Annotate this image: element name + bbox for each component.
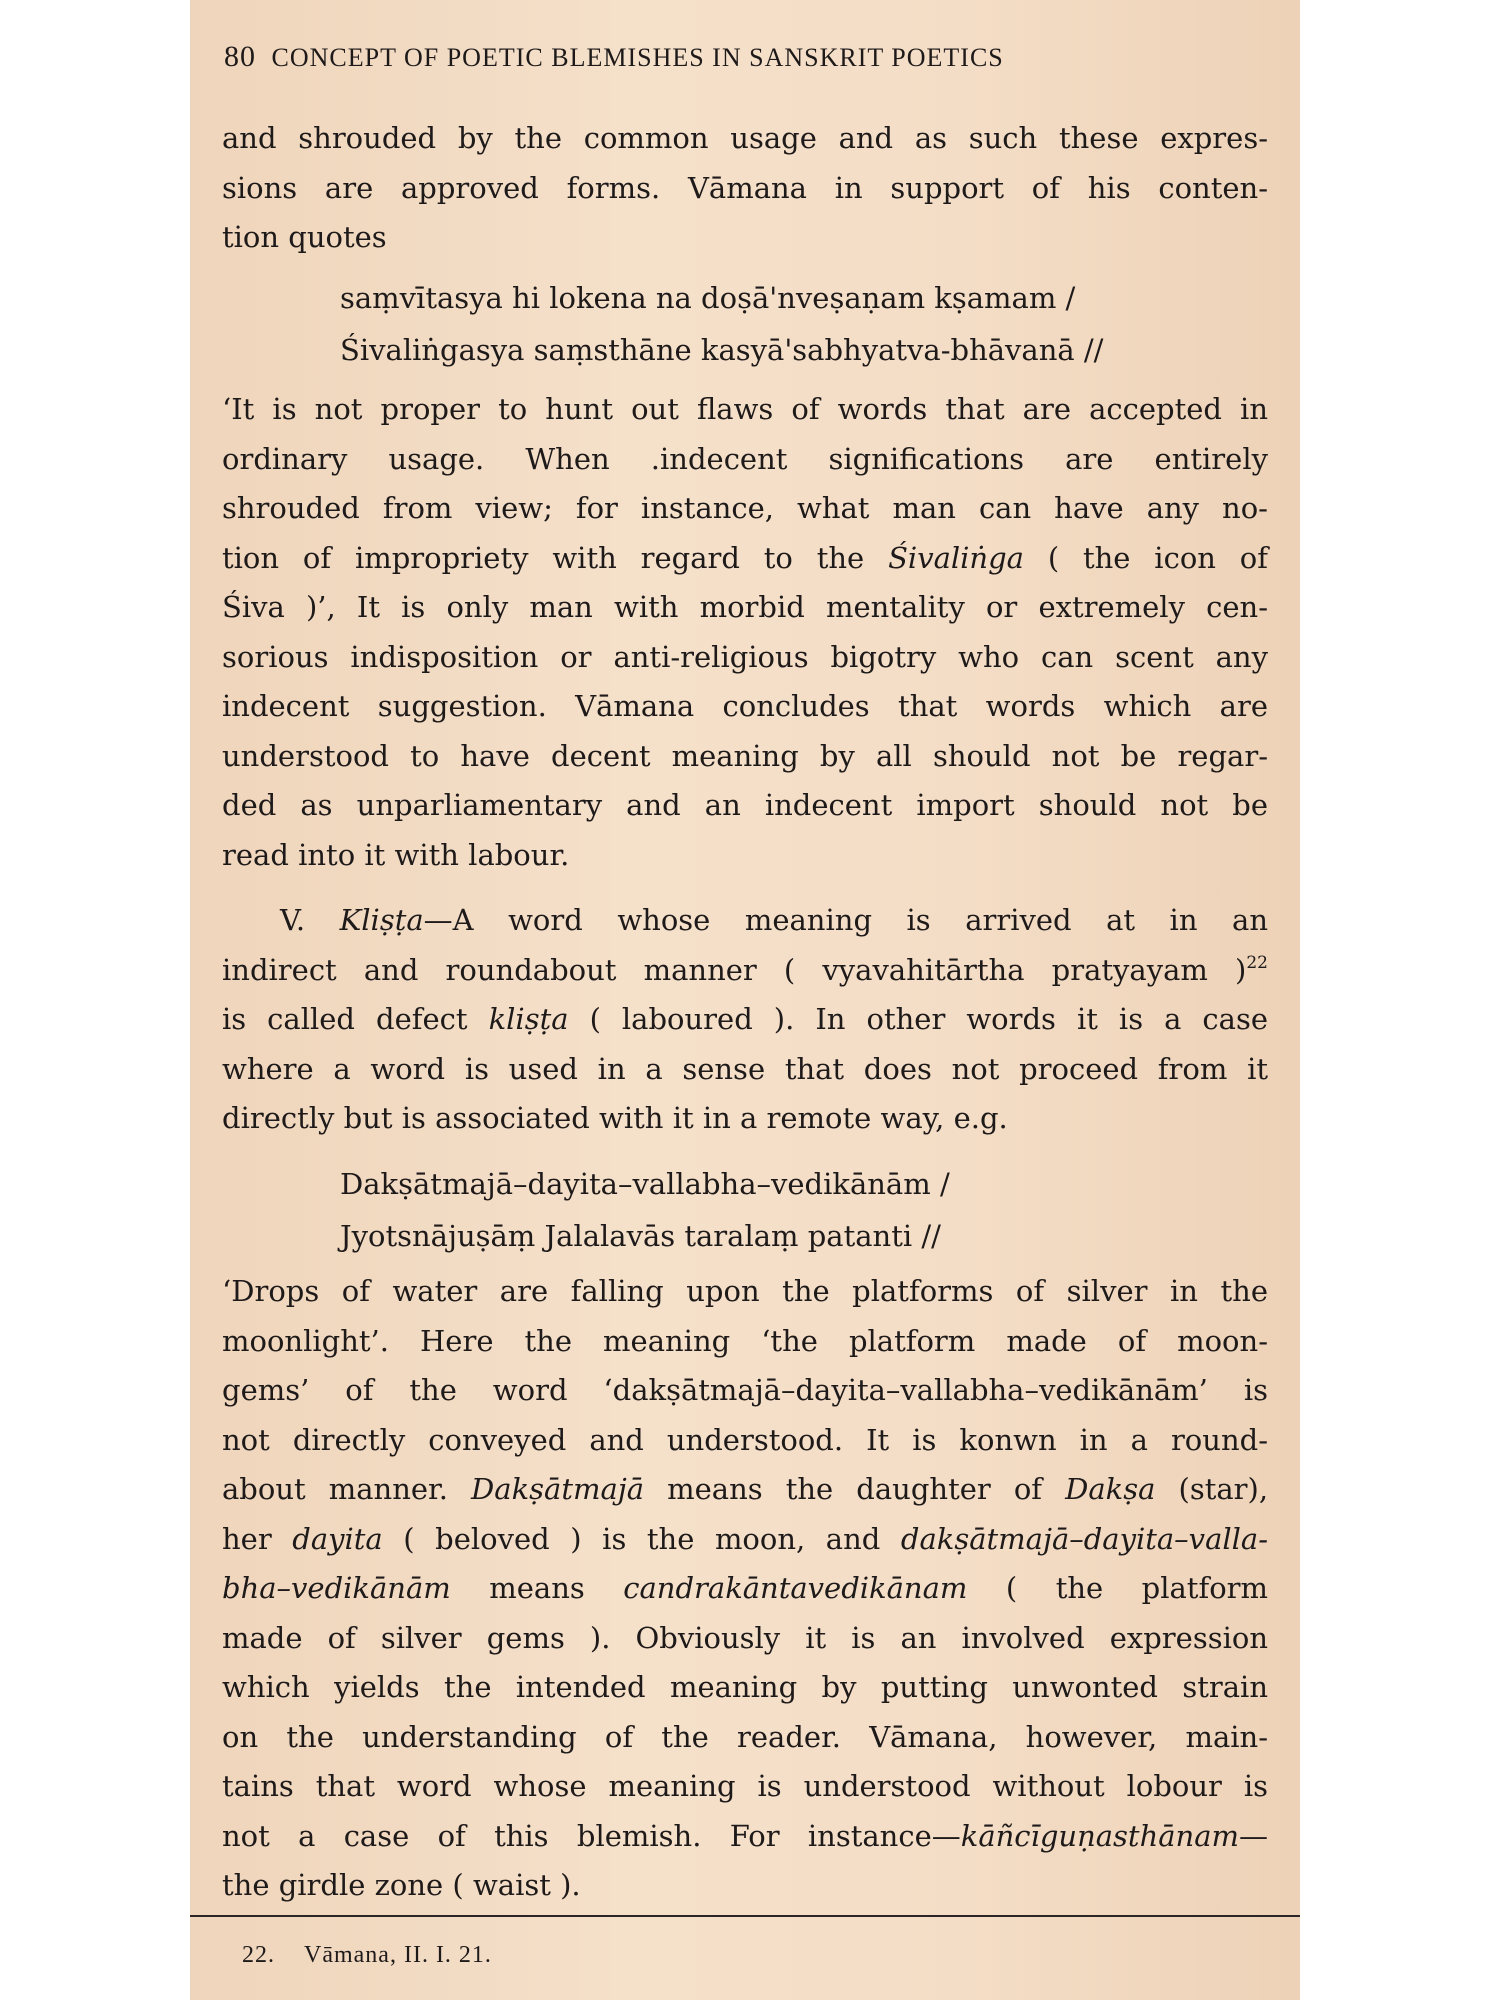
paragraph-explanation [222, 1267, 1268, 1911]
text-line: ordinary usage. When .indecent significations are entirely [222, 441, 1268, 476]
text-line: ‘Drops of water are falling upon the platforms of silver in the [222, 1274, 1268, 1308]
text-line: read into it with labour. [222, 837, 570, 872]
text-line: which yields the intended meaning by putting unwonted strain [222, 1670, 1268, 1704]
text-line: ‘It is not proper to hunt out flaws of words that are accepted in [222, 392, 1268, 426]
running-header [224, 40, 1004, 74]
text-line: indecent suggestion. Vāmana concludes that words which are [222, 689, 1268, 723]
text-line: tion quotes [222, 220, 387, 254]
text-line: Śiva )’, It is only man with morbid mentality or extremely cen- [222, 590, 1268, 624]
text-line: her dayita ( beloved ) is the moon, and dakṣātmajā–dayita–valla- [222, 1521, 1268, 1556]
text-line: not a case of this blemish. For instance—kāñcīguṇasthānam— [222, 1818, 1268, 1853]
footnote-number: 22. [242, 1942, 275, 1968]
text-line: gems’ of the word ‘dakṣātmajā–dayita–vallabha–vedikānām’ is [222, 1373, 1268, 1407]
paragraph-continuation [222, 114, 1268, 263]
verse-quote-1 [340, 272, 1103, 376]
text-line: where a word is used in a sense that does not proceed from it [222, 1051, 1268, 1086]
page-number: 80 [224, 40, 256, 73]
verse-line: Dakṣātmajā–dayita–vallabha–vedikānām / [340, 1167, 950, 1201]
footnote-divider [190, 1915, 1300, 1917]
text-line: directly but is associated with it in a remote way, e.g. [222, 1101, 1008, 1135]
text-line: shrouded from view; for instance, what man can have any no- [222, 491, 1268, 525]
text-line: moonlight’. Here the meaning ‘the platform made of moon- [222, 1323, 1268, 1358]
book-page [190, 0, 1300, 2000]
verse-line: Jyotsnājuṣāṃ Jalalavās taralaṃ patanti // [340, 1219, 941, 1253]
verse-quote-2 [340, 1158, 950, 1262]
verse-line: Śivaliṅgasya saṃsthāne kasyā'sabhyatva-bhāvanā // [340, 333, 1104, 367]
text-line: about manner. Dakṣātmajā means the daughter of Dakṣa (star), [222, 1472, 1269, 1506]
text-line: the girdle zone ( waist ). [222, 1868, 581, 1902]
text-line: sorious indisposition or anti-religious bigotry who can scent any [222, 639, 1268, 674]
footnote-text: Vāmana, II. I. 21. [304, 1942, 492, 1968]
text-line: tion of impropriety with regard to the Śivaliṅga ( the icon of [222, 540, 1268, 575]
section-heading-line: V. Kliṣṭa—A word whose meaning is arrived at in an [280, 903, 1268, 937]
section-kliṣṭa [222, 896, 1268, 1144]
paragraph-translation [222, 385, 1268, 880]
italic-term: kliṣṭa [488, 1002, 569, 1036]
text-line: on the understanding of the reader. Vāmana, however, main- [222, 1719, 1268, 1754]
text-line: sions are approved forms. Vāmana in support of his conten- [222, 170, 1268, 205]
running-title: CONCEPT OF POETIC BLEMISHES IN SANSKRIT POETICS [271, 43, 1004, 72]
text-line: and shrouded by the common usage and as such these expres- [222, 121, 1268, 155]
text-line: not directly conveyed and understood. It is konwn in a round- [222, 1422, 1268, 1457]
footnote [242, 1942, 492, 1969]
text-line: made of silver gems ). Obviously it is an involved expression [222, 1620, 1268, 1655]
italic-term: Śivaliṅga [888, 540, 1024, 575]
text-line: tains that word whose meaning is understood without lobour is [222, 1769, 1268, 1803]
footnote-ref[interactable]: 22 [1246, 952, 1268, 973]
text-line: bha–vedikānām means candrakāntavedikānam ( the platform [222, 1571, 1269, 1605]
text-line: is called defect kliṣṭa ( laboured ). In other words it is a case [222, 1002, 1269, 1036]
verse-line: saṃvītasya hi lokena na doṣā'nveṣaṇam kṣamam / [340, 281, 1076, 315]
text-line: understood to have decent meaning by all should not be regar- [222, 738, 1268, 773]
text-line: ded as unparliamentary and an indecent import should not be [222, 788, 1268, 822]
section-number: V. [280, 903, 306, 937]
section-term: Kliṣṭa [339, 903, 424, 937]
text-line: indirect and roundabout manner ( vyavahitārtha pratyayam )$^{22}$ [222, 952, 1268, 987]
